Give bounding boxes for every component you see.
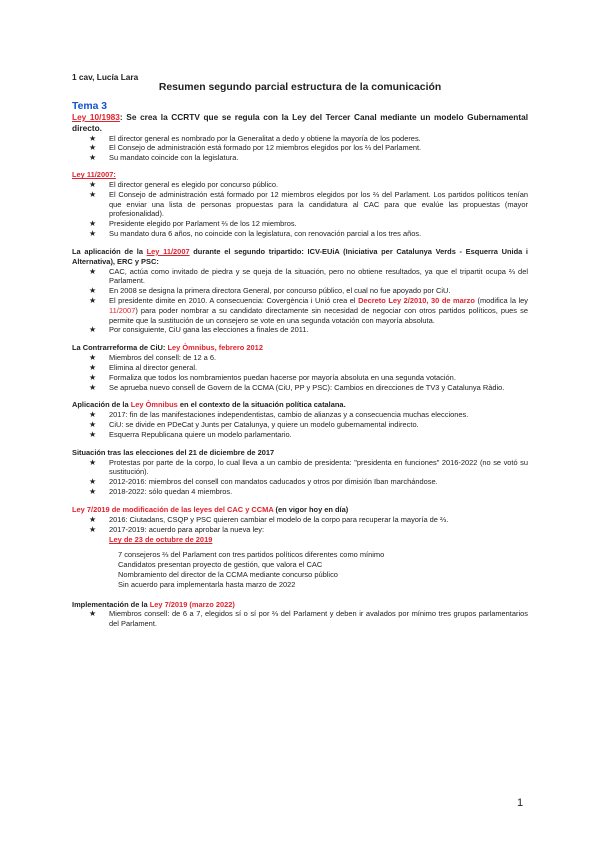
star-icon: ★: [89, 286, 97, 296]
star-icon: ★: [89, 382, 97, 392]
star-icon: ★: [89, 295, 97, 305]
summary-line: Sin acuerdo para implementarla hasta marzo de 2022: [118, 579, 296, 589]
law-reference: Ley Òmnibus, febrero 2012: [167, 343, 263, 353]
list-item: ★ El Consejo de administración está formado por 12 miembros elegidos por los ⅔ del Parlament. Los partidos políticos tenían que enviar una lista de personas propuestas para la candidatura al CAC para que evalúe las propuestas (mayor profesionalidad).: [89, 189, 528, 219]
star-icon: ★: [89, 325, 97, 335]
summary-line: 7 consejeros ⅔ del Parlament con tres partidos políticos diferentes como mínimo: [118, 550, 385, 560]
list-item: ★ CAC, actúa como invitado de piedra y se queja de la situación, pero no obtiene resultados, ya que el tripartit ocupa ⅔ del Parlament.: [89, 266, 528, 286]
bullet-list: [72, 267, 528, 336]
list-item: ★ El director general es elegido por concurso público.: [89, 179, 279, 189]
law-reference: 11/2007: [109, 305, 136, 315]
list-item: ★ Se aprueba nuevo consell de Govern de la CCMA (CiU, PP y PSC): Cambios en direcciones de TV3 y Catalunya Ràdio.: [89, 382, 505, 392]
list-item: ★ El presidente dimite en 2010. A consecuencia: Covergència i Unió crea el Decreto Ley 2/2010, 30 de marzo (modifica la ley 11/2007) para poder nombrar a su candidato directamente sin necesidad de negociar con otros partidos políticos, pues se permite que la sustitución de un consejero se vote en una segunda votación con mayoría absoluta.: [89, 295, 528, 325]
section-heading-ley-11-2007: [72, 170, 528, 180]
star-icon: ★: [89, 362, 97, 372]
law-reference: Ley 10/1983: [72, 112, 120, 122]
bullet-list: [72, 609, 528, 629]
bullet-list: [72, 180, 528, 239]
section-heading-segundo-tripartito: La aplicación de la Ley 11/2007 durante el segundo tripartido: ICV-EUiA (Iniciativa per Catalunya Verds - Esquerra Unida i Alternativa), ERC y PSC:: [72, 246, 528, 266]
star-icon: ★: [89, 179, 97, 189]
section-heading-elecciones-2017: Situación tras las elecciones del 21 de diciembre de 2017: [72, 447, 275, 457]
document-title: Resumen segundo parcial estructura de la comunicación: [158, 82, 442, 93]
law-reference: Ley 7/2019 de modificación de las leyes del CAC y CCMA: [72, 504, 274, 514]
list-item: ★ En 2008 se designa la primera directora General, por concurso público, el cual no fue apoyado por CiU.: [89, 286, 451, 296]
star-icon: ★: [89, 219, 97, 229]
list-item: ★ Su mandato dura 6 años, no coincide con la legislatura, con renovación parcial a los tres años.: [89, 229, 422, 239]
page-number: 1: [517, 797, 524, 809]
list-item: ★ 2017-2019: acuerdo para aprobar la nueva ley:: [89, 524, 265, 534]
list-item: ★ 2016: Ciutadans, CSQP y PSC quieren cambiar el modelo de la corpo para recuperar la mayoría de ⅔.: [89, 514, 449, 524]
star-icon: ★: [89, 133, 97, 143]
law-reference: Ley 7/2019 (marzo 2022): [149, 599, 235, 609]
list-item: ★ Miembros consell: de 6 a 7, elegidos sí o sí por ⅔ del Parlament y deben ir avalados por mínimo tres grupos parlamentarios del Parlament.: [89, 609, 528, 629]
star-icon: ★: [89, 189, 97, 199]
star-icon: ★: [89, 229, 97, 239]
list-item: ★ 2012-2016: miembros del consell con mandatos caducados y otros por dimisión Iban marchándose.: [89, 477, 438, 487]
star-icon: ★: [89, 372, 97, 382]
document-body: [72, 112, 528, 629]
summary-line: Candidatos presentan proyecto de gestión, que valora el CAC: [118, 560, 323, 570]
list-item: ★ El Consejo de administración está formado por 12 miembros elegidos por los ⅔ del Parlament.: [89, 143, 422, 153]
bullet-list: [72, 515, 528, 535]
list-item: ★ 2017: fin de las manifestaciones independentistas, cambio de alianzas y a consecuencia muchas elecciones.: [89, 410, 469, 420]
list-item: ★ CiU: se divide en PDeCat y Junts per Catalunya, y quiere un modelo gubernamental indirecto.: [89, 420, 419, 430]
star-icon: ★: [89, 410, 97, 420]
section-heading-ley-7-2019: Ley 7/2019 de modificación de las leyes del CAC y CCMA (en vigor hoy en día): [72, 504, 349, 514]
law-reference: Ley 11/2007: [146, 246, 190, 256]
list-item: ★ Elimina al director general.: [89, 362, 198, 372]
star-icon: ★: [89, 353, 97, 363]
section-heading-ley-10-1983: Ley 10/1983: Se crea la CCRTV que se regula con la Ley del Tercer Canal mediante un modelo Gubernamental directo.: [72, 112, 529, 133]
bullet-list: [72, 458, 528, 497]
star-icon: ★: [89, 457, 97, 467]
law-reference: Ley Òmnibus: [130, 400, 178, 410]
author-name: 1 cav, Lucía Lara: [72, 72, 139, 82]
bullet-list: [72, 353, 528, 392]
bullet-list: [72, 410, 528, 439]
list-item: ★ El director general es nombrado por la Generalitat a dedo y obtiene la mayoría de los poderes.: [89, 133, 421, 143]
section-heading-aplicacion-omnibus: Aplicación de la Ley Òmnibus en el contexto de la situación política catalana.: [72, 400, 346, 410]
star-icon: ★: [89, 524, 97, 534]
list-item: ★ Presidente elegido por Parlament ⅔ de los 12 miembros.: [89, 219, 297, 229]
star-icon: ★: [89, 514, 97, 524]
star-icon: ★: [89, 487, 97, 497]
star-icon: ★: [89, 429, 97, 439]
list-item: ★ 2018-2022: sólo quedan 4 miembros.: [89, 487, 233, 497]
list-item: ★ Miembros del consell: de 12 a 6.: [89, 353, 217, 363]
star-icon: ★: [89, 143, 97, 153]
star-icon: ★: [89, 153, 97, 163]
star-icon: ★: [89, 266, 97, 276]
section-tema-heading: Tema 3: [72, 101, 108, 112]
law-reference: Ley 11/2007:: [72, 170, 116, 180]
star-icon: ★: [89, 420, 97, 430]
sub-law-heading: Ley de 23 de octubre de 2019: [109, 535, 213, 545]
bullet-list: [72, 134, 528, 163]
law-summary-block: [118, 550, 528, 589]
section-heading-contrarreforma: La Contrarreforma de CiU: Ley Òmnibus, febrero 2012: [72, 343, 263, 353]
decree-reference: Decreto Ley 2/2010, 30 de marzo: [358, 295, 475, 305]
star-icon: ★: [89, 477, 97, 487]
summary-line: Nombramiento del director de la CCMA mediante concurso público: [118, 569, 338, 579]
star-icon: ★: [89, 609, 97, 619]
list-item: ★ Formaliza que todos los nombramientos puedan hacerse por mayoría absoluta en una segunda votación.: [89, 372, 456, 382]
list-item: ★ Por consiguiente, CiU gana las elecciones a finales de 2011.: [89, 325, 309, 335]
list-item: ★ Su mandato coincide con la legislatura.: [89, 153, 239, 163]
list-item: ★ Esquerra Republicana quiere un modelo parlamentario.: [89, 429, 292, 439]
section-heading-implementacion: Implementación de la Ley 7/2019 (marzo 2022): [72, 599, 235, 609]
list-item: ★ Protestas por parte de la corpo, lo cual lleva a un cambio de presidenta: "presidenta en funciones" 2016-2022 (no se votó su sustitución).: [89, 457, 528, 477]
